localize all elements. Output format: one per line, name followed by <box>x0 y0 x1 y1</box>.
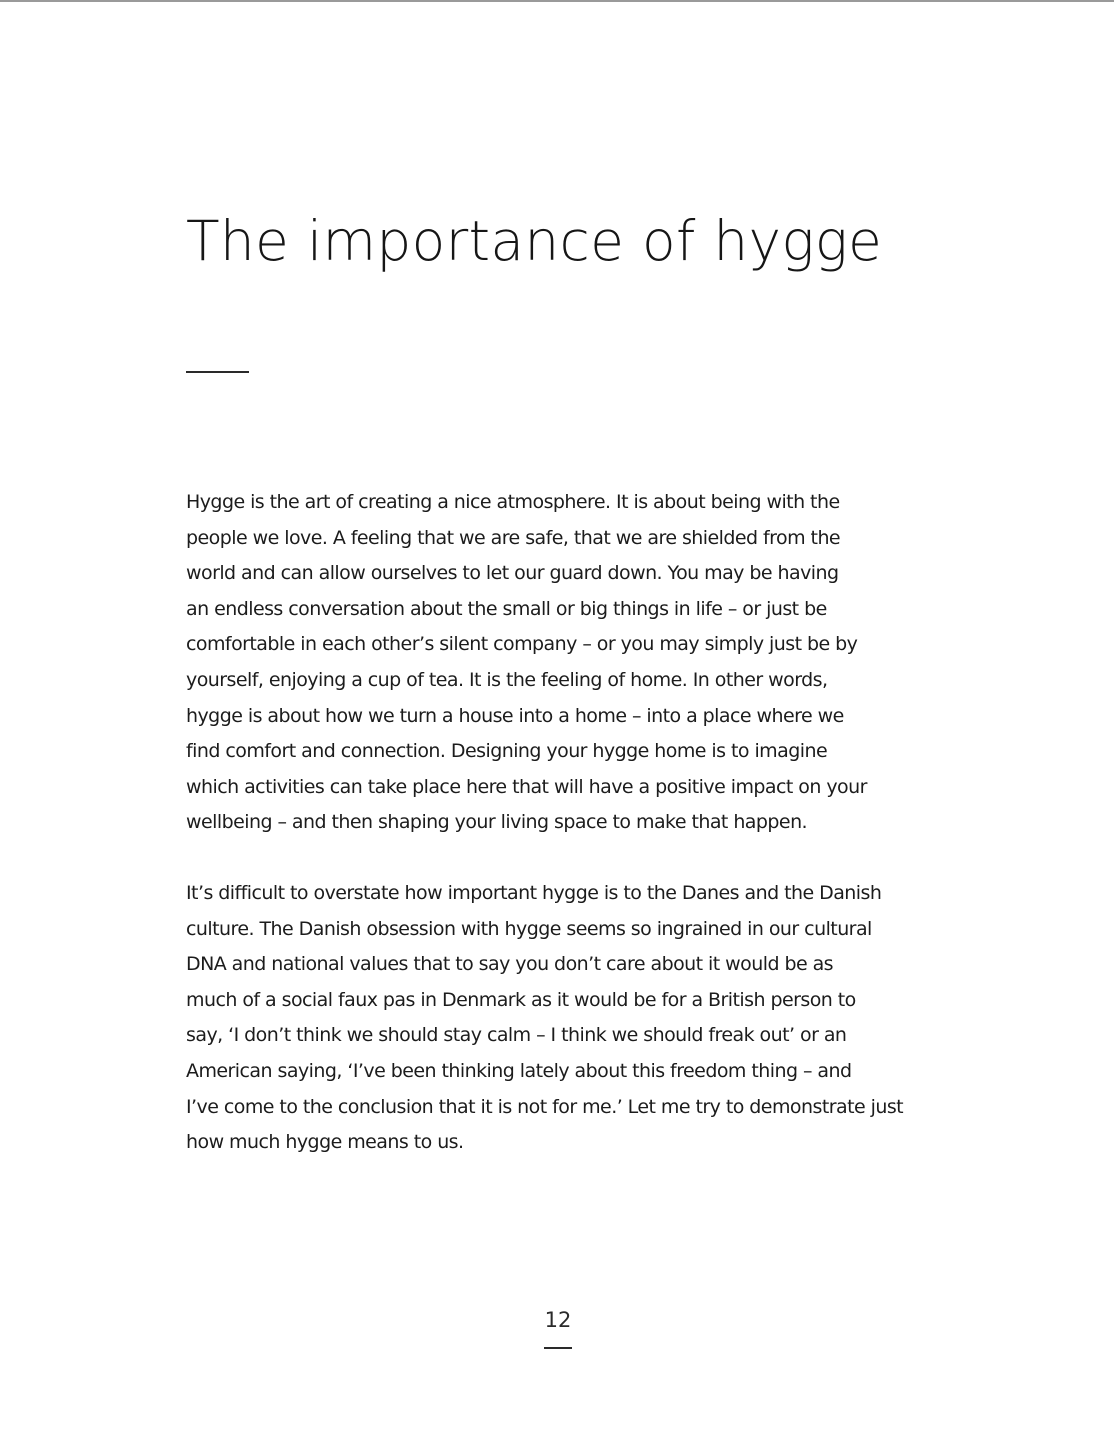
paragraph-line: people we love. A feeling that we are safe, that we are shielded from the <box>186 526 841 549</box>
paragraph-line: culture. The Danish obsession with hygge seems so ingrained in our cultural <box>186 917 872 940</box>
body-text <box>186 485 946 1196</box>
paragraph-line: find comfort and connection. Designing your hygge home is to imagine <box>186 740 828 763</box>
paragraph-line: yourself, enjoying a cup of tea. It is the feeling of home. In other words, <box>186 668 828 691</box>
paragraph-1 <box>186 485 946 841</box>
paragraph-2 <box>186 876 946 1161</box>
title-divider <box>186 371 249 373</box>
paragraph-line: It’s difficult to overstate how important hygge is to the Danes and the Danish <box>186 881 882 904</box>
paragraph-line: I’ve come to the conclusion that it is not for me.’ Let me try to demonstrate just <box>186 1095 904 1118</box>
paragraph-line: much of a social faux pas in Denmark as it would be for a British person to <box>186 988 856 1011</box>
paragraph-line: comfortable in each other’s silent company – or you may simply just be by <box>186 633 858 656</box>
paragraph-line: an endless conversation about the small or big things in life – or just be <box>186 597 827 620</box>
paragraph-line: say, ‘I don’t think we should stay calm – I think we should freak out’ or an <box>186 1024 847 1047</box>
paragraph-line: how much hygge means to us. <box>186 1131 464 1154</box>
page-title: The importance of hygge <box>186 209 883 273</box>
book-page <box>0 2 1114 1442</box>
paragraph-line: DNA and national values that to say you don’t care about it would be as <box>186 953 834 976</box>
paragraph-line: American saying, ‘I’ve been thinking lately about this freedom thing – and <box>186 1059 852 1082</box>
page-number: 12 <box>544 1308 572 1332</box>
paragraph-line: which activities can take place here that will have a positive impact on your <box>186 775 867 798</box>
page-number-divider <box>544 1347 572 1349</box>
paragraph-line: wellbeing – and then shaping your living space to make that happen. <box>186 811 808 834</box>
paragraph-line: Hygge is the art of creating a nice atmosphere. It is about being with the <box>186 491 840 513</box>
paragraph-line: hygge is about how we turn a house into a home – into a place where we <box>186 704 844 727</box>
paragraph-line: world and can allow ourselves to let our guard down. You may be having <box>186 562 839 585</box>
